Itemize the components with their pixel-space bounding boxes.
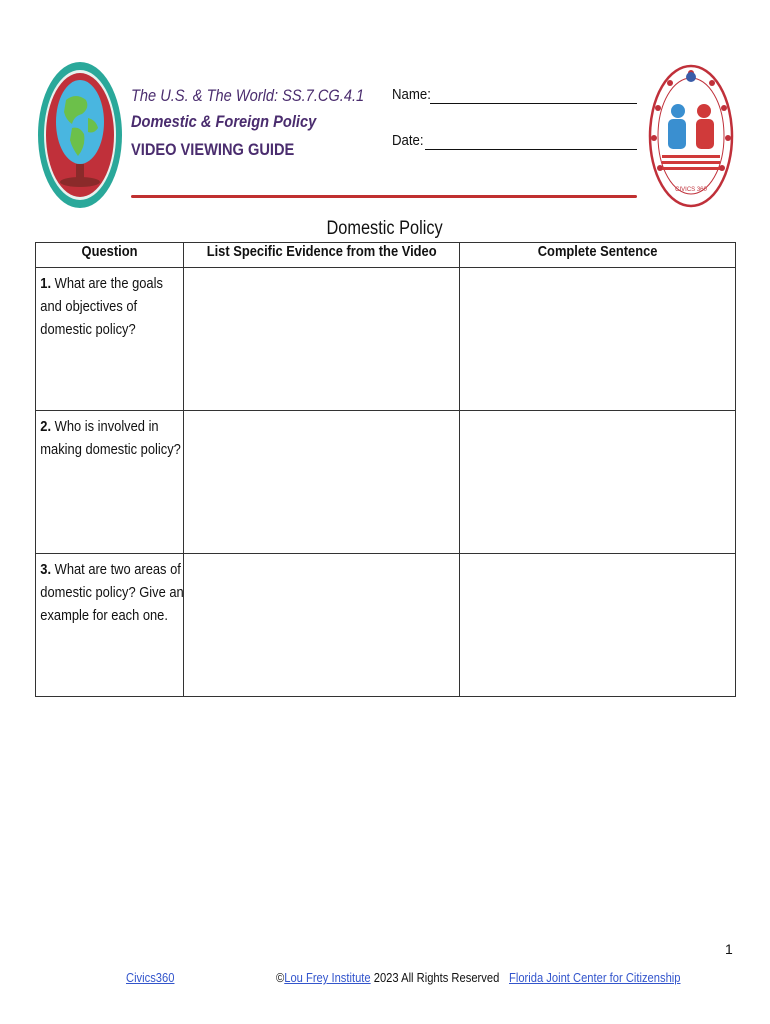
lou-frey-institute-link[interactable]: Lou Frey Institute xyxy=(284,970,371,985)
copyright-notice xyxy=(276,970,499,985)
question-cell xyxy=(36,411,184,554)
fjcc-link[interactable]: Florida Joint Center for Citizenship xyxy=(509,970,681,985)
question-text: What are the goals and objectives of domestic policy? xyxy=(40,275,163,338)
page-number: 1 xyxy=(725,941,733,957)
guide-type-title: VIDEO VIEWING GUIDE xyxy=(131,140,295,159)
sentence-answer-cell[interactable] xyxy=(460,554,736,697)
question-number: 2. xyxy=(40,418,52,435)
sentence-answer-cell[interactable] xyxy=(460,411,736,554)
date-field[interactable] xyxy=(425,149,637,150)
date-label: Date: xyxy=(392,132,424,149)
civics360-link[interactable]: Civics360 xyxy=(126,970,175,985)
question-text: Who is involved in making domestic policy? xyxy=(40,418,181,458)
evidence-answer-cell[interactable] xyxy=(184,411,460,554)
column-header-evidence: List Specific Evidence from the Video xyxy=(184,243,460,268)
globe-logo xyxy=(36,60,124,210)
question-cell xyxy=(36,268,184,411)
copyright-text: 2023 All Rights Reserved xyxy=(370,970,500,985)
header-divider xyxy=(131,195,637,198)
domestic-policy-table xyxy=(35,242,736,697)
evidence-answer-cell[interactable] xyxy=(184,268,460,411)
column-header-question: Question xyxy=(36,243,184,268)
question-number: 3. xyxy=(40,561,52,578)
evidence-answer-cell[interactable] xyxy=(184,554,460,697)
civics360-seal-logo xyxy=(648,63,734,209)
name-label: Name: xyxy=(392,86,431,103)
copyright-symbol: © xyxy=(276,970,285,985)
section-title: Domestic Policy xyxy=(326,218,444,239)
table-row xyxy=(36,554,736,697)
seal-text: CIVICS 360 xyxy=(675,187,707,193)
column-header-sentence: Complete Sentence xyxy=(460,243,736,268)
table-row xyxy=(36,268,736,411)
question-text: What are two areas of domestic policy? Give an example for each one. xyxy=(40,561,184,624)
name-field[interactable] xyxy=(430,103,637,104)
table-row xyxy=(36,411,736,554)
guide-topic-title: Domestic & Foreign Policy xyxy=(131,112,317,131)
guide-standard-title: The U.S. & The World: SS.7.CG.4.1 xyxy=(131,86,365,105)
question-number: 1. xyxy=(40,275,52,292)
table-header-row xyxy=(36,243,736,268)
question-cell xyxy=(36,554,184,697)
sentence-answer-cell[interactable] xyxy=(460,268,736,411)
